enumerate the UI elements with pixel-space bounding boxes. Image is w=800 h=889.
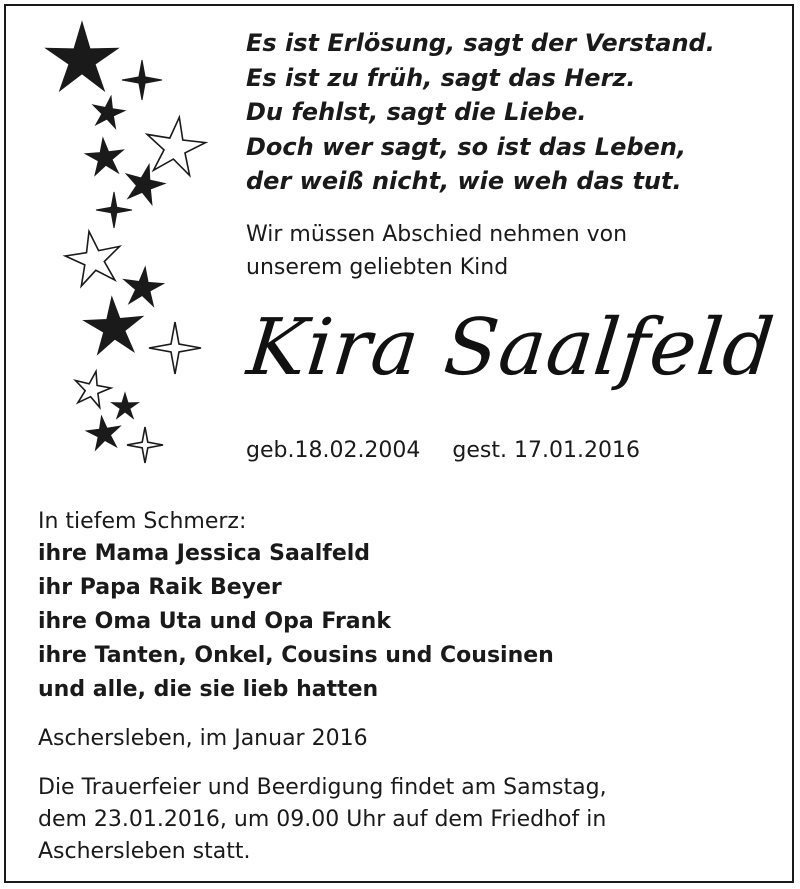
star-icon [122,60,162,100]
funeral-line: Aschersleben statt. [38,839,251,864]
funeral-notice [38,772,607,868]
star-icon [85,138,123,175]
star-icon [46,22,118,91]
star-icon [65,231,119,286]
intro-text [246,218,627,284]
funeral-line: dem 23.01.2016, um 09.00 Uhr auf dem Friedhof in [38,807,607,832]
star-icon [86,416,120,450]
funeral-line: Die Trauerfeier und Beerdigung findet am Samstag, [38,775,607,800]
poem-line: der weiß nicht, wie weh das tut. [246,167,682,195]
star-icon [124,267,164,306]
poem-line: Es ist zu früh, sagt das Herz. [246,63,636,92]
poem-line: Doch wer sagt, so ist das Leben, [246,132,687,161]
mourner: ihr Papa Raik Beyer [38,575,282,600]
star-icon [112,393,139,418]
intro-line: unserem geliebten Kind [246,255,509,280]
poem [246,26,715,199]
mourner: ihre Oma Uta und Opa Frank [38,609,391,634]
intro-line: Wir müssen Abschied nehmen von [246,222,628,247]
star-decoration [30,20,220,480]
star-icon [126,165,165,205]
birth-date: geb.18.02.2004 [246,438,421,463]
mourning-heading: In tiefem Schmerz: [38,509,247,534]
star-icon [93,96,125,128]
star-icon [127,427,163,463]
deceased-name: Kira Saalfeld [243,303,779,393]
star-icon [96,192,132,228]
star-icon [147,117,205,175]
mourner: ihre Tanten, Onkel, Cousins und Cousinen [38,643,554,668]
mourner: und alle, die sie lieb hatten [38,677,379,702]
life-dates [246,435,640,467]
mourner: ihre Mama Jessica Saalfeld [38,541,371,566]
poem-line: Es ist Erlösung, sagt der Verstand. [246,29,715,57]
poem-line: Du fehlst, sagt die Liebe. [246,98,587,126]
star-icon [76,371,111,407]
star-icon [149,322,201,374]
death-date: gest. 17.01.2016 [452,438,640,463]
mourners-list [38,537,554,707]
place-date: Aschersleben, im Januar 2016 [38,726,368,751]
star-icon [84,297,143,354]
